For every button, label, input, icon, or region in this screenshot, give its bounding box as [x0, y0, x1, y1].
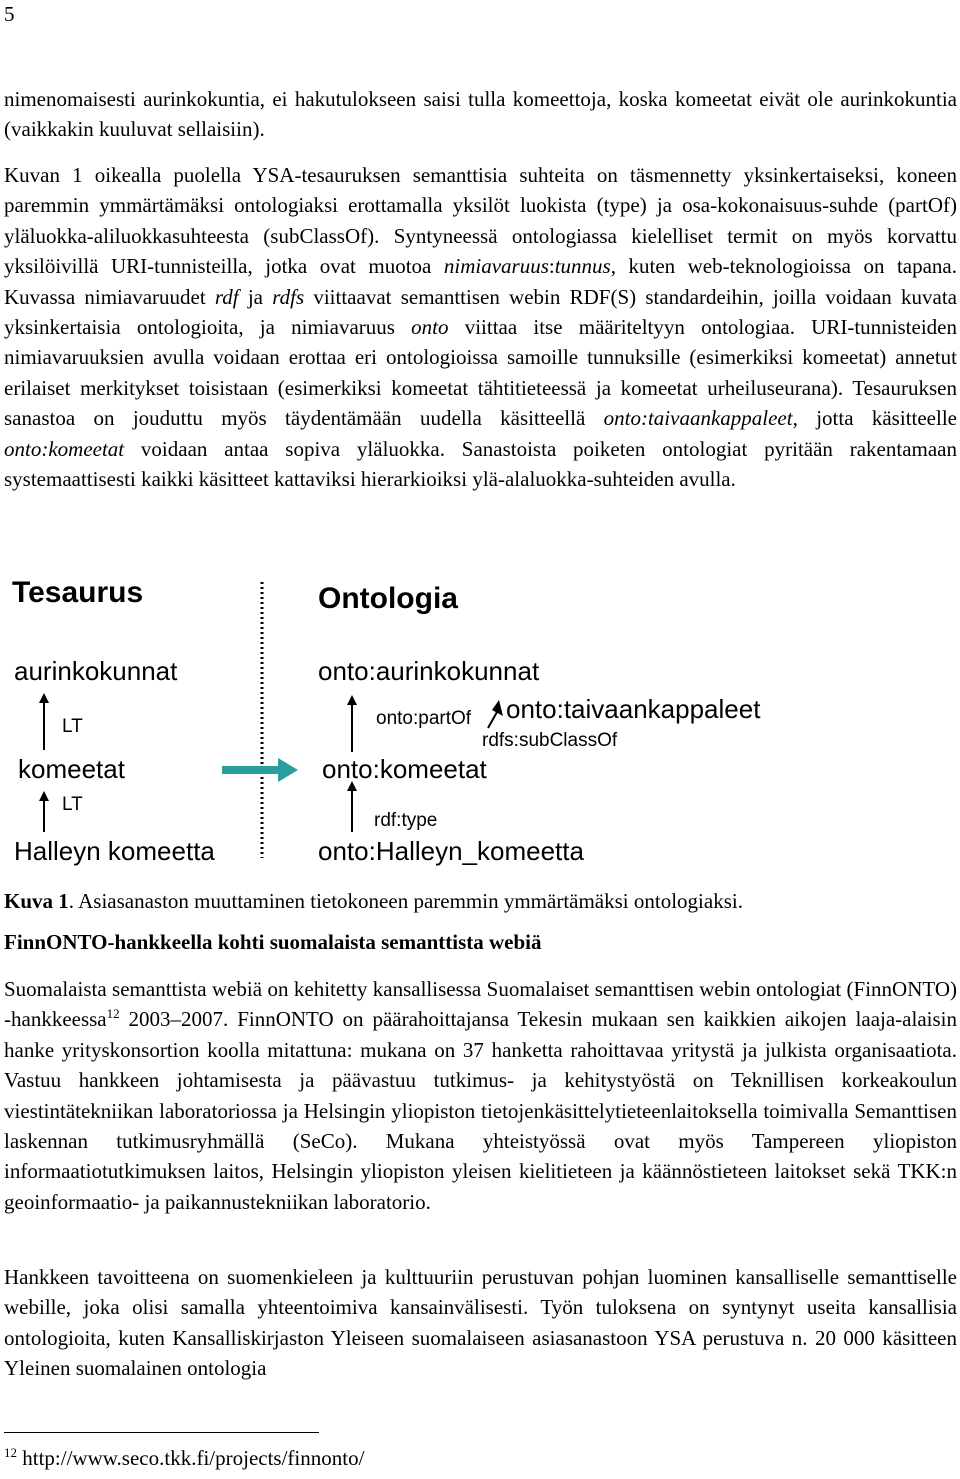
ontologia-title: Ontologia — [318, 582, 458, 615]
footnote-rule — [4, 1432, 319, 1433]
paragraph-1: nimenomaisesti aurinkokuntia, ei hakutulokseen saisi tulla komeettoja, koska komeetat eivät ole aurinkokuntia (vaikkakin kuuluvat sellaisiin). — [4, 87, 957, 142]
transform-arrow-head — [278, 758, 298, 782]
figure-caption: Kuva 1. Asiasanaston muuttaminen tietokoneen paremmin ymmärtämäksi ontologiaksi. — [4, 889, 743, 913]
footnote-link[interactable]: http://www.seco.tkk.fi/projects/finnonto/ — [17, 1446, 365, 1470]
figure-graphics — [0, 570, 960, 880]
type-label: rdf:type — [374, 810, 438, 831]
onto-komeetat: onto:komeetat — [322, 754, 487, 784]
lt-label-2: LT — [62, 794, 83, 815]
term-halleyn-komeetta: Halleyn komeetta — [14, 836, 215, 866]
term-aurinkokunnat: aurinkokunnat — [14, 656, 178, 686]
tesaurus-title: Tesaurus — [12, 576, 144, 609]
paragraph-2: Kuvan 1 oikealla puolella YSA-tesauruksen semanttisia suhteita on täsmennetty yksinkertaiseksi, koneen paremmin ymmärtämäksi ontologiaksi erottamalla yksilöt luokista (type) ja osa-kokonaisuus-suhde (partOf) yläluokka-aliluokkasuhteesta (subClassOf). Syntyneessä ontologiassa kielelliset termit on myös korvattu yksilöivillä URI-tunnisteilla, jotka ovat muotoa nimiavaruus:tunnus, kuten web-teknologioissa on tapana. Kuvassa nimiavaruudet rdf ja rdfs viittaavat semanttisen webin RDF(S) standardeihin, joilla voidaan kuvata yksinkertaisia ontologioita, ja nimiavaruus onto viittaa itse määriteltyyn ontologiaa. URI-tunnisteiden nimiavaruuksien avulla voidaan erottaa eri ontologioissa samoille tunnuksille (esimerkiksi komeetat) annetut erilaiset merkitykset toisistaan (esimerkiksi komeetat tähtitieteessä ja komeetat urheiluseurana). Tesauruksen sanastoa on jouduttu myös täydentämään uudella käsitteellä onto:taivaankappaleet, jotta käsitteelle onto:komeetat voidaan antaa sopiva yläluokka. Sanastoista poiketen ontologiat pyritään rakentamaan systemaattisesti kaikki käsitteet kattaviksi hierarkioiksi ylä-alaluokka-suhteiden avulla. — [4, 163, 957, 492]
onto-taivaankappaleet: onto:taivaankappaleet — [506, 694, 761, 724]
paragraph-3: Suomalaista semanttista webiä on kehitetty kansallisessa Suomalaiset semanttisen webin ontologiat (FinnONTO) -hankkeessa$^{12}$ 2003–2007. FinnONTO on päärahoittajansa Tekesin mukaan sen kaikkien aikojen laaja-alaisin hanke yrityskonsortion koolla mitattuna: mukana on 37 hanketta rahoittavaa yritystä ja julkista organisaatiota. Vastuu hankkeen johtamisesta ja päävastuu tutkimus- ja kehitystyöstä on Teknillisen korkeakoulun viestintätekniikan laboratoriossa ja Helsingin yliopiston tietojenkäsittelytieteenlaitoksella toimivalla Semanttisen laskennan tutkimusryhmällä (SeCo). Mukana yhteistyössä ovat myös Tampereen yliopiston informaatiotutkimuksen laitos, Helsingin yliopiston yleisen kielitieteen ja käännöstieteen laitokset sekä TKK:n geoinformaatio- ja paikannustekniikan laboratorio. — [4, 977, 957, 1214]
paragraph-4: Hankkeen tavoitteena on suomenkieleen ja kulttuuriin perustuvan pohjan luominen kansalliselle semanttiselle webille, joka olisi samalla yhteentoimiva kansainvälisesti. Työn tuloksena on syntynyt useita kansallisia ontologioita, kuten Kansalliskirjaston Yleiseen suomalaiseen asiasanastoon YSA perustuva n. 20 000 käsitteen Yleinen suomalainen ontologia — [4, 1265, 957, 1381]
onto-aurinkokunnat: onto:aurinkokunnat — [318, 656, 540, 686]
page-number: 5 — [4, 2, 15, 26]
footnote-ref[interactable]: 12 — [106, 1006, 120, 1022]
term-komeetat: komeetat — [18, 754, 125, 784]
lt-label-1: LT — [62, 716, 83, 737]
footnote: $^{12}$ http://www.seco.tkk.fi/projects/finnonto/ — [4, 1445, 365, 1470]
onto-halleyn-komeetta: onto:Halleyn_komeetta — [318, 836, 584, 866]
partof-label: onto:partOf — [376, 708, 472, 729]
subclassof-label: rdfs:subClassOf — [482, 730, 618, 751]
subclassof-arrow — [488, 712, 497, 728]
section-heading: FinnONTO-hankkeella kohti suomalaista semanttista webiä — [4, 930, 542, 954]
